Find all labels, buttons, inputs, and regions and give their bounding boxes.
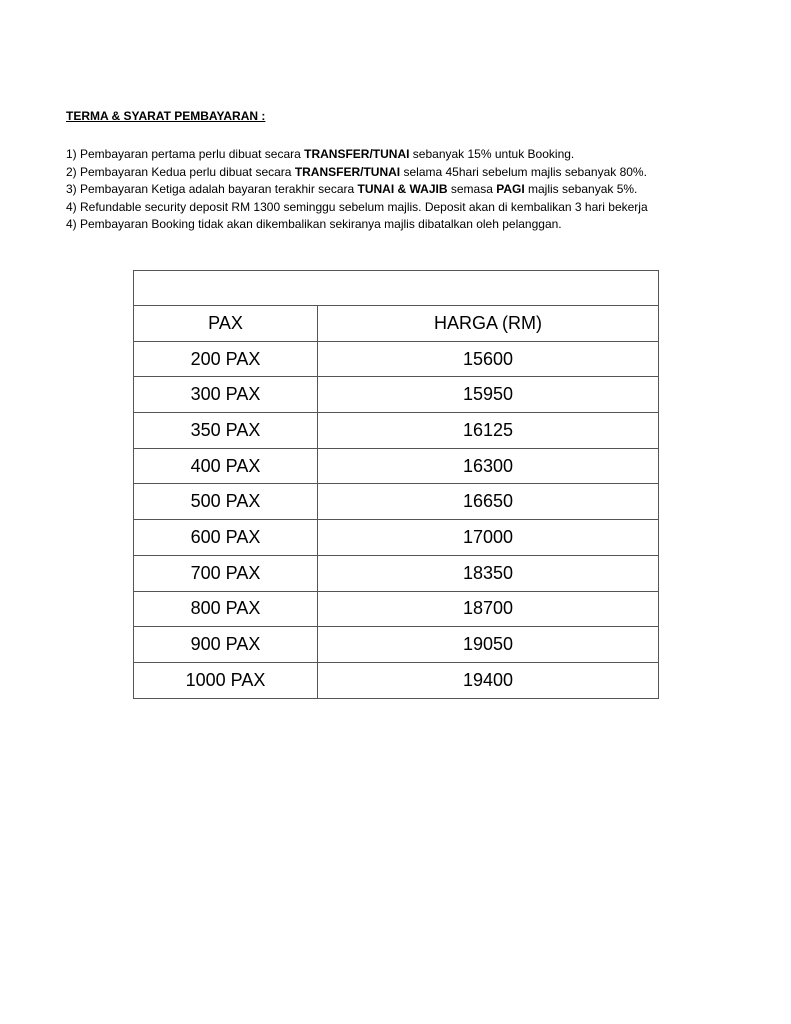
harga-cell: 18700 bbox=[318, 591, 659, 627]
table-row bbox=[134, 413, 659, 449]
page-title: TERMA & SYARAT PEMBAYARAN : bbox=[66, 109, 266, 123]
pax-cell: 900 PAX bbox=[134, 627, 318, 663]
harga-cell: 15600 bbox=[318, 341, 659, 377]
terms-list bbox=[66, 146, 766, 234]
term-text: 2) Pembayaran Kedua perlu dibuat secara bbox=[66, 164, 295, 179]
harga-cell: 16650 bbox=[318, 484, 659, 520]
price-table bbox=[133, 270, 659, 699]
term-bold-text: PAGI bbox=[496, 182, 525, 196]
pax-cell: 300 PAX bbox=[134, 377, 318, 413]
table-row bbox=[134, 591, 659, 627]
pax-cell: 400 PAX bbox=[134, 448, 318, 484]
harga-cell: 18350 bbox=[318, 555, 659, 591]
column-header-pax: PAX bbox=[134, 306, 318, 342]
table-row bbox=[134, 662, 659, 698]
harga-cell: 19050 bbox=[318, 627, 659, 663]
term-bold-text: TRANSFER/TUNAI bbox=[294, 164, 401, 179]
term-item bbox=[66, 146, 766, 164]
pax-cell: 1000 PAX bbox=[134, 662, 318, 698]
table-row bbox=[134, 377, 659, 413]
term-text: majlis sebanyak 5%. bbox=[524, 182, 638, 196]
term-item bbox=[66, 216, 766, 234]
pax-cell: 350 PAX bbox=[134, 413, 318, 449]
table-row bbox=[134, 520, 659, 556]
term-bold-text: TRANSFER/TUNAI bbox=[304, 147, 410, 161]
harga-cell: 17000 bbox=[318, 520, 659, 556]
pax-cell: 200 PAX bbox=[134, 341, 318, 377]
harga-cell: 19400 bbox=[318, 662, 659, 698]
table-row bbox=[134, 341, 659, 377]
pax-cell: 500 PAX bbox=[134, 484, 318, 520]
table-row bbox=[134, 627, 659, 663]
term-text: selama 45hari sebelum majlis sebanyak 80%. bbox=[400, 164, 647, 179]
pax-cell: 700 PAX bbox=[134, 555, 318, 591]
table-row bbox=[134, 555, 659, 591]
term-text: sebanyak 15% untuk Booking. bbox=[409, 147, 575, 161]
term-item bbox=[66, 199, 766, 217]
table-row bbox=[134, 484, 659, 520]
pax-cell: 600 PAX bbox=[134, 520, 318, 556]
term-item bbox=[66, 164, 766, 182]
term-text: 3) Pembayaran Ketiga adalah bayaran terakhir secara bbox=[66, 182, 358, 196]
term-bold-text: TUNAI & WAJIB bbox=[357, 182, 448, 196]
term-item bbox=[66, 181, 766, 199]
term-text: 4) Pembayaran Booking tidak akan dikembalikan sekiranya majlis dibatalkan oleh pelanggan. bbox=[66, 217, 562, 231]
pax-cell: 800 PAX bbox=[134, 591, 318, 627]
term-text: 1) Pembayaran pertama perlu dibuat secara bbox=[66, 147, 305, 161]
table-header-row bbox=[134, 306, 659, 342]
harga-cell: 16125 bbox=[318, 413, 659, 449]
table-blank-header-row bbox=[134, 271, 659, 306]
harga-cell: 15950 bbox=[318, 377, 659, 413]
column-header-harga: HARGA (RM) bbox=[318, 306, 659, 342]
term-text: semasa bbox=[447, 182, 497, 196]
term-text: 4) Refundable security deposit RM 1300 seminggu sebelum majlis. Deposit akan di kembalikan 3 hari bekerja bbox=[66, 199, 648, 214]
table-blank-header-cell bbox=[134, 271, 659, 306]
table-row bbox=[134, 448, 659, 484]
harga-cell: 16300 bbox=[318, 448, 659, 484]
